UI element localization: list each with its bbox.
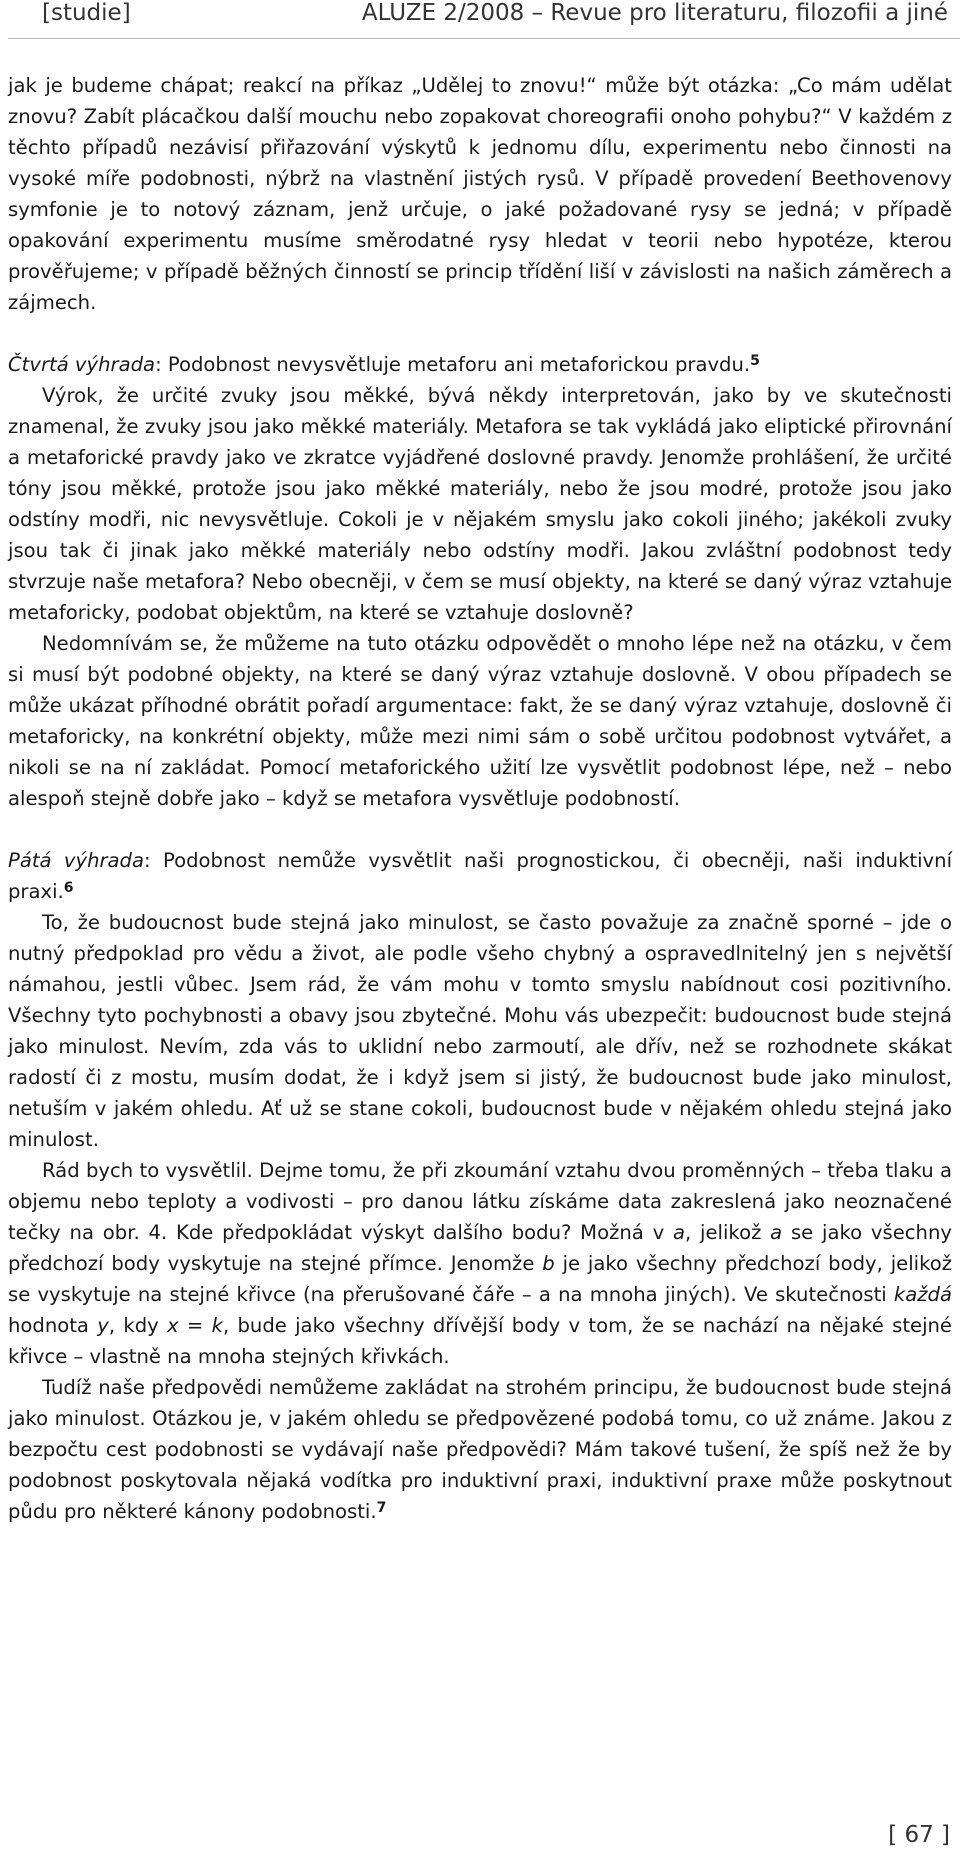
paragraph-4: To, že budoucnost bude stejná jako minulost, se často považuje za značně sporné – jde o nutný předpoklad pro vědu a život, ale podle všeho chybný a ospravedlnitelný jen s největší námahou, jestli vůbec. Jsem rád, že vám mohu v tomto smyslu nabídnout cosi pozitivního. Všechny tyto pochybnosti a obavy jsou zbytečné. Mohu vás ubezpečit: budoucnost bude stejná jako minulost. Nevím, zda vás to uklidní nebo zarmoutí, ale dřív, než se rozhodnete skákat radostí či z mostu, musím dodat, že i když jsem si jistý, že budoucnost bude jako minulost, netuším v jakém ohledu. Ať už se stane cokoli, budoucnost bude v nějakém ohledu stejná jako minulost.	[8, 911, 952, 1151]
variable-a: a	[770, 1221, 783, 1244]
paragraph-1: jak je budeme chápat; reakcí na příkaz „Udělej to znovu!“ může být otázka: „Co mám udělat znovu? Zabít plácačkou další mouchu nebo zopakovat choreografii onoho pohybu?“ V každém z těchto případů nezávisí přiřazování výskytů k jednomu dílu, experimentu nebo činnosti na vysoké míře podobnosti, nýbrž na vlastnění jistých rysů. V případě provedení Beethovenovy symfonie je to notový záznam, jenž určuje, o jaké požadované rysy se jedná; v případě opakování experimentu musíme směrodatné rysy hledat v teorii nebo hypotéze, kterou prověřujeme; v případě běžných činností se princip třídění liší v závislosti na našich záměrech a zájmech.	[8, 74, 952, 314]
paragraph-2: Výrok, že určité zvuky jsou měkké, bývá někdy interpretován, jako by ve skutečnosti znamenal, že zvuky jsou jako měkké materiály. Metafora se tak vykládá jako eliptické přirovnání a metaforické pravdy jako ve zkratce vyjádřené doslovné pravdy. Jenomže prohlášení, že určité tóny jsou měkké, protože jsou jako měkké materiály, nebo že jsou modré, protože jsou jako odstíny modři, nic nevysvětluje. Cokoli je v nějakém smyslu jako cokoli jiného; jakékoli zvuky jsou tak či jinak jako měkké materiály nebo odstíny modři. Jakou zvláštní podobnost tedy stvrzuje naše metafora? Nebo obecněji, v čem se musí objekty, na které se daný výraz vztahuje metaforicky, podobat objektům, na které se vztahuje doslovně?	[8, 384, 952, 624]
paragraph-5-text: , kdy	[108, 1314, 168, 1337]
paragraph-3: Nedomnívám se, že můžeme na tuto otázku odpovědět o mnoho lépe než na otázku, v čem si musí být podobné objekty, na které se daný výraz vztahuje doslovně. V obou případech se může ukázat příhodné obrátit pořadí argumentace: fakt, že se daný výraz vztahuje, doslovně či metaforicky, na konkrétní objekty, může mezi nimi sám o sobě určitou podobnost vytvářet, a nikoli se na ní zakládat. Pomocí metaforického užití lze vysvětlit podobnost lépe, než – nebo alespoň stejně dobře jako – když se metafora vysvětluje podobností.	[8, 632, 952, 810]
objection-5-heading	[8, 845, 952, 907]
objection-4-label: Čtvrtá výhrada	[8, 353, 156, 376]
paragraph-5-text: , jelikož	[685, 1221, 771, 1244]
objection-5-text: : Podobnost nemůže vysvětlit naši prognostickou, či obecněji, naši induktivní praxi.	[8, 849, 953, 903]
page-number: [ 67 ]	[888, 1822, 950, 1848]
paragraph-5-text: Rád bych to vysvětlil. Dejme tomu, že při zkoumání vztahu dvou proměnných – třeba tlaku a objemu nebo teploty a vodivosti – pro danou látku získáme data zakreslená jako neoznačené tečky na obr. 4. Kde předpokládat výskyt dalšího bodu? Možná v	[8, 1159, 952, 1244]
objection-4-text: : Podobnost nevysvětluje metaforu ani metaforickou pravdu.	[155, 353, 751, 376]
running-header	[0, 0, 960, 34]
paragraph-6	[8, 1372, 952, 1527]
equation-x-k: x = k	[167, 1314, 223, 1337]
variable-y: y	[97, 1314, 109, 1337]
objection-4-heading	[8, 349, 952, 380]
paragraph-5	[8, 1155, 952, 1372]
paragraph-6-text: Tudíž naše předpovědi nemůžeme zakládat na strohém principu, že budoucnost bude stejná jako minulost. Otázkou je, v jakém ohledu se předpovězené podobá tomu, co už známe. Jakou z bezpočtu cest podobnosti se vydávají naše předpovědi? Mám takové tušení, že spíš než že by podobnost poskytovala nějaká vodítka pro induktivní praxi, induktivní praxe může poskytnout půdu pro některé kánony podobnosti.	[8, 1376, 952, 1523]
footnote-ref-5[interactable]: 5	[750, 353, 760, 369]
variable-b: b	[542, 1252, 555, 1275]
footnote-ref-6[interactable]: 6	[63, 880, 74, 896]
paragraph-5-text: se jako všechny předchozí body vyskytuje na stejné přímce. Jenomže	[8, 1221, 952, 1275]
paragraph-5-text: , bude jako všechny dřívější body v tom, že se nachází na nějaké stejné křivce – vlastně na mnoha stejných křivkách.	[8, 1314, 952, 1368]
footnote-ref-7[interactable]: 7	[376, 1500, 387, 1516]
journal-title: ALUZE 2/2008 – Revue pro literaturu, filozofii a jiné	[361, 0, 948, 26]
paragraph-5-text: je jako všechny předchozí body, jelikož se vyskytuje na stejné křivce (na přerušované čáře – a na mnoha jiných). Ve skutečnosti	[8, 1252, 952, 1306]
emphasis-kazda: každá	[893, 1283, 952, 1306]
section-label: [studie]	[42, 0, 131, 26]
variable-a: a	[673, 1221, 686, 1244]
header-rule	[8, 38, 960, 39]
article-body	[8, 70, 952, 1527]
paragraph-5-text: hodnota	[8, 1314, 98, 1337]
objection-5-label: Pátá výhrada	[8, 849, 145, 872]
